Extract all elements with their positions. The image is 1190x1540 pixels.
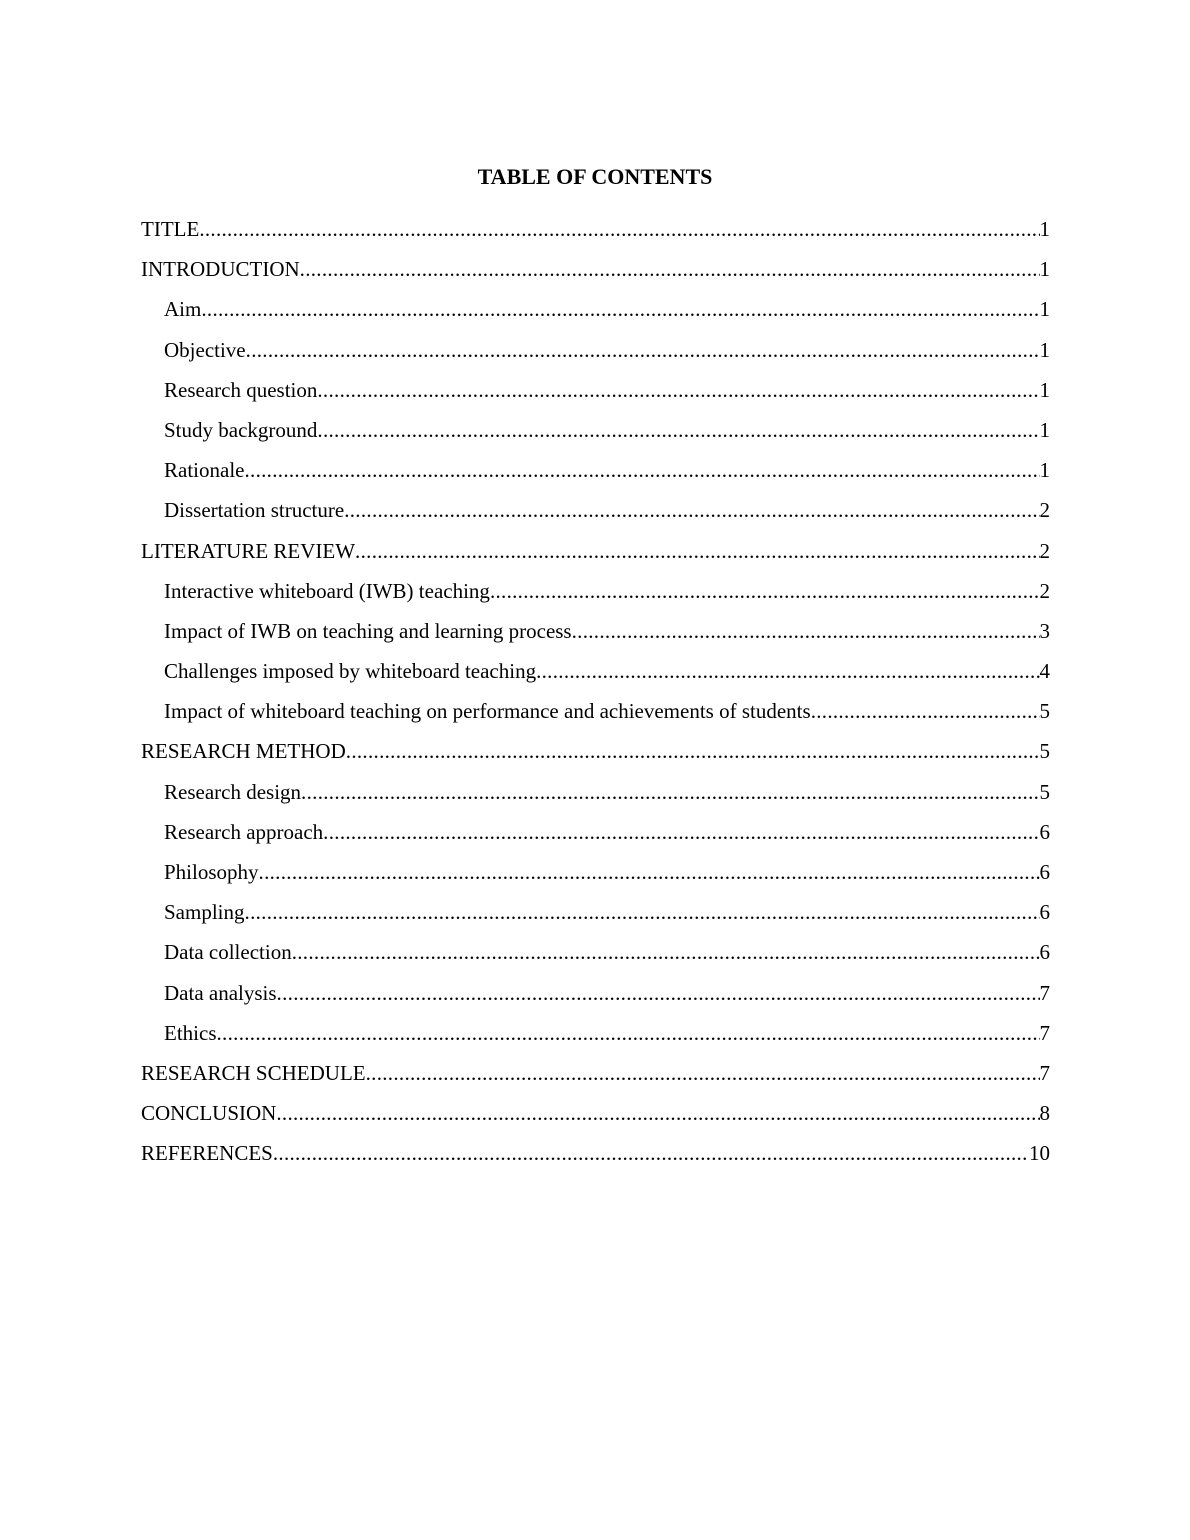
toc-dot-leader <box>245 897 1040 927</box>
toc-entry[interactable] <box>141 1098 1050 1138</box>
toc-dot-leader <box>355 536 1039 566</box>
toc-entry[interactable] <box>141 736 1050 776</box>
toc-dot-leader <box>273 1138 1029 1168</box>
toc-entry-label: Research question <box>164 377 318 402</box>
toc-entry[interactable] <box>141 495 1050 535</box>
toc-entry[interactable] <box>141 857 1050 897</box>
toc-entry-label: RESEARCH METHOD <box>141 739 346 764</box>
toc-entry[interactable] <box>141 897 1050 937</box>
toc-entry-label: Sampling <box>164 900 245 925</box>
toc-entry-page-number: 2 <box>1039 578 1050 603</box>
toc-entry-label: CONCLUSION <box>141 1101 277 1126</box>
toc-dot-leader <box>536 656 1039 686</box>
toc-dot-leader <box>366 1058 1040 1088</box>
toc-entry-page-number: 1 <box>1039 217 1050 241</box>
toc-dot-leader <box>217 1018 1040 1048</box>
toc-entry-label: Challenges imposed by whiteboard teaching <box>164 659 537 684</box>
toc-entry-page-number: 6 <box>1039 860 1050 884</box>
toc-entry-label: REFERENCES <box>141 1141 273 1166</box>
toc-entry-page-number: 1 <box>1039 297 1050 322</box>
toc-entry-label: INTRODUCTION <box>141 257 300 282</box>
toc-dot-leader <box>199 214 1039 244</box>
toc-dot-leader <box>277 978 1040 1008</box>
toc-dot-leader <box>317 375 1039 405</box>
toc-dot-leader <box>317 415 1039 445</box>
toc-entry-page-number: 5 <box>1039 779 1050 804</box>
toc-entry[interactable] <box>141 1018 1050 1058</box>
toc-heading: TABLE OF CONTENTS <box>477 164 713 189</box>
toc-entry-page-number: 1 <box>1039 377 1050 402</box>
toc-entry-label: Ethics <box>164 1020 217 1045</box>
toc-entry-label: Rationale <box>164 458 245 483</box>
toc-entry[interactable] <box>141 576 1050 616</box>
toc-entry-page-number: 3 <box>1039 618 1050 643</box>
toc-entry-page-number: 1 <box>1039 417 1050 442</box>
toc-entry-label: TITLE <box>141 217 200 241</box>
toc-entry-page-number: 6 <box>1039 940 1050 965</box>
toc-entry[interactable] <box>141 1058 1050 1098</box>
toc-dot-leader <box>346 736 1040 766</box>
toc-entry-label: Philosophy <box>164 860 259 884</box>
toc-entry[interactable] <box>141 777 1050 817</box>
toc-entry-label: Interactive whiteboard (IWB) teaching <box>164 578 490 603</box>
toc-entry-page-number: 1 <box>1039 458 1050 483</box>
toc-entry-label: Dissertation structure <box>164 498 345 523</box>
toc-dot-leader <box>292 937 1040 967</box>
toc-entry-page-number: 6 <box>1039 900 1050 925</box>
toc-entry[interactable] <box>141 254 1050 294</box>
toc-entry-page-number: 5 <box>1039 699 1050 724</box>
toc-entry-page-number: 7 <box>1039 1060 1050 1085</box>
toc-dot-leader <box>276 1098 1039 1128</box>
toc-list <box>141 214 1050 1179</box>
toc-entry[interactable] <box>141 415 1050 455</box>
toc-entry-label: Impact of whiteboard teaching on performance and achievements of students <box>164 699 811 724</box>
toc-entry-page-number: 2 <box>1039 538 1050 563</box>
toc-dot-leader <box>259 857 1040 887</box>
toc-entry-label: Research approach <box>164 819 324 844</box>
toc-entry-page-number: 6 <box>1039 819 1050 844</box>
toc-entry[interactable] <box>141 937 1050 977</box>
toc-entry-page-number: 7 <box>1039 980 1050 1005</box>
toc-entry[interactable] <box>141 294 1050 334</box>
toc-entry[interactable] <box>141 335 1050 375</box>
toc-dot-leader <box>344 495 1039 525</box>
toc-dot-leader <box>323 817 1039 847</box>
toc-entry[interactable] <box>141 978 1050 1018</box>
toc-dot-leader <box>300 254 1040 284</box>
toc-entry[interactable] <box>141 375 1050 415</box>
toc-entry-label: LITERATURE REVIEW <box>141 538 356 563</box>
toc-entry-label: Data collection <box>164 940 292 965</box>
toc-dot-leader <box>201 294 1039 324</box>
toc-dot-leader <box>811 696 1040 726</box>
toc-dot-leader <box>572 616 1040 646</box>
toc-entry-page-number: 8 <box>1039 1101 1050 1126</box>
toc-entry-label: RESEARCH SCHEDULE <box>141 1060 366 1085</box>
toc-entry-label: Aim <box>164 297 202 322</box>
toc-entry-page-number: 1 <box>1039 337 1050 362</box>
toc-entry-label: Study background <box>164 417 318 442</box>
toc-dot-leader <box>246 335 1040 365</box>
toc-entry-label: Objective <box>164 337 246 362</box>
toc-entry[interactable] <box>141 656 1050 696</box>
toc-entry[interactable] <box>141 1138 1050 1178</box>
toc-entry[interactable] <box>141 616 1050 656</box>
toc-entry-page-number: 2 <box>1039 498 1050 523</box>
toc-dot-leader <box>490 576 1040 606</box>
toc-entry[interactable] <box>141 696 1050 736</box>
toc-entry-label: Data analysis <box>164 980 277 1005</box>
toc-entry[interactable] <box>141 214 1050 254</box>
toc-entry[interactable] <box>141 536 1050 576</box>
toc-entry-page-number: 5 <box>1039 739 1050 764</box>
toc-entry[interactable] <box>141 817 1050 857</box>
toc-entry-page-number: 1 <box>1039 257 1050 282</box>
toc-entry[interactable] <box>141 455 1050 495</box>
toc-entry-page-number: 4 <box>1039 659 1050 684</box>
toc-dot-leader <box>244 455 1039 485</box>
toc-entry-label: Research design <box>164 779 302 804</box>
toc-entry-page-number: 7 <box>1039 1020 1050 1045</box>
toc-entry-page-number: 10 <box>1029 1141 1050 1166</box>
toc-entry-label: Impact of IWB on teaching and learning process <box>164 618 572 643</box>
toc-dot-leader <box>301 777 1039 807</box>
